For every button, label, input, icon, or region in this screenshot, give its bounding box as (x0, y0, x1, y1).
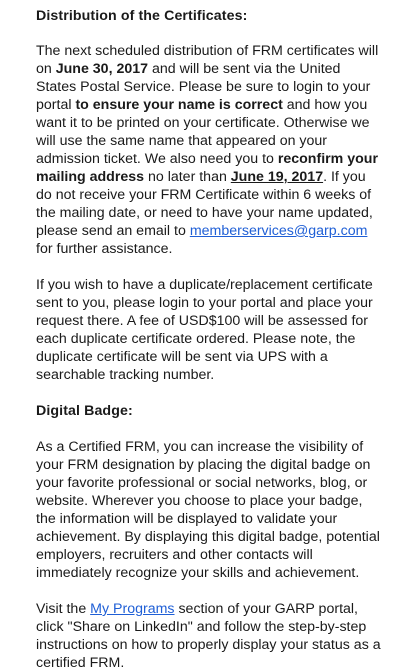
text-run: no later than (144, 169, 231, 185)
text-run: and will be sent via the United States Postal Service. Please be sure to login to your portal (36, 61, 371, 113)
section-heading-distribution: Distribution of the Certificates: (36, 8, 248, 24)
emphasis-reconfirm-address: reconfirm your mailing address (36, 151, 378, 185)
document-body (36, 0, 382, 672)
paragraph-digital-badge: As a Certified FRM, you can increase the visibility of your FRM designation by placing the digital badge on your favorite professional or social networks, blog, or website. Wherever you choose to place your badge, the information will be displayed to validate your achievement. By displaying this digital badge, potential employers, recruiters and other contacts will immediately recognize your skills and achievement. (36, 439, 380, 581)
emphasis-name-correct: to ensure your name is correct (75, 97, 283, 113)
paragraph-distribution-details (36, 42, 382, 258)
text-run: section of your GARP portal, click "Share on LinkedIn" and follow the step-by-step instructions on how to properly display your status as a certified FRM. (36, 601, 381, 671)
my-programs-link[interactable]: My Programs (90, 601, 175, 617)
text-run: The next scheduled distribution of FRM certificates will on (36, 43, 379, 77)
text-run: for further assistance. (36, 241, 173, 257)
text-run: . If you do not receive your FRM Certificate within 6 weeks of the mailing date, or need to have your name updated, please send an email to (36, 169, 373, 239)
text-run: Visit the (36, 601, 91, 617)
email-link[interactable]: memberservices@garp.com (189, 223, 368, 239)
text-run: and how you want it to be printed on your certificate. Otherwise we will use the same name that appeared on your admission ticket. We also need you to (36, 97, 370, 167)
distribution-date: June 30, 2017 (55, 61, 149, 77)
paragraph-duplicate-certificate: If you wish to have a duplicate/replacement certificate sent to you, please login to your portal and place your request there. A fee of USD$100 will be assessed for each duplicate certificate ordered. Please note, the duplicate certificate will be sent via UPS with a searchable tracking number. (36, 277, 373, 383)
deadline-date: June 19, 2017 (230, 169, 324, 185)
paragraph-my-programs (36, 600, 382, 672)
section-heading-digital-badge: Digital Badge: (36, 403, 133, 419)
